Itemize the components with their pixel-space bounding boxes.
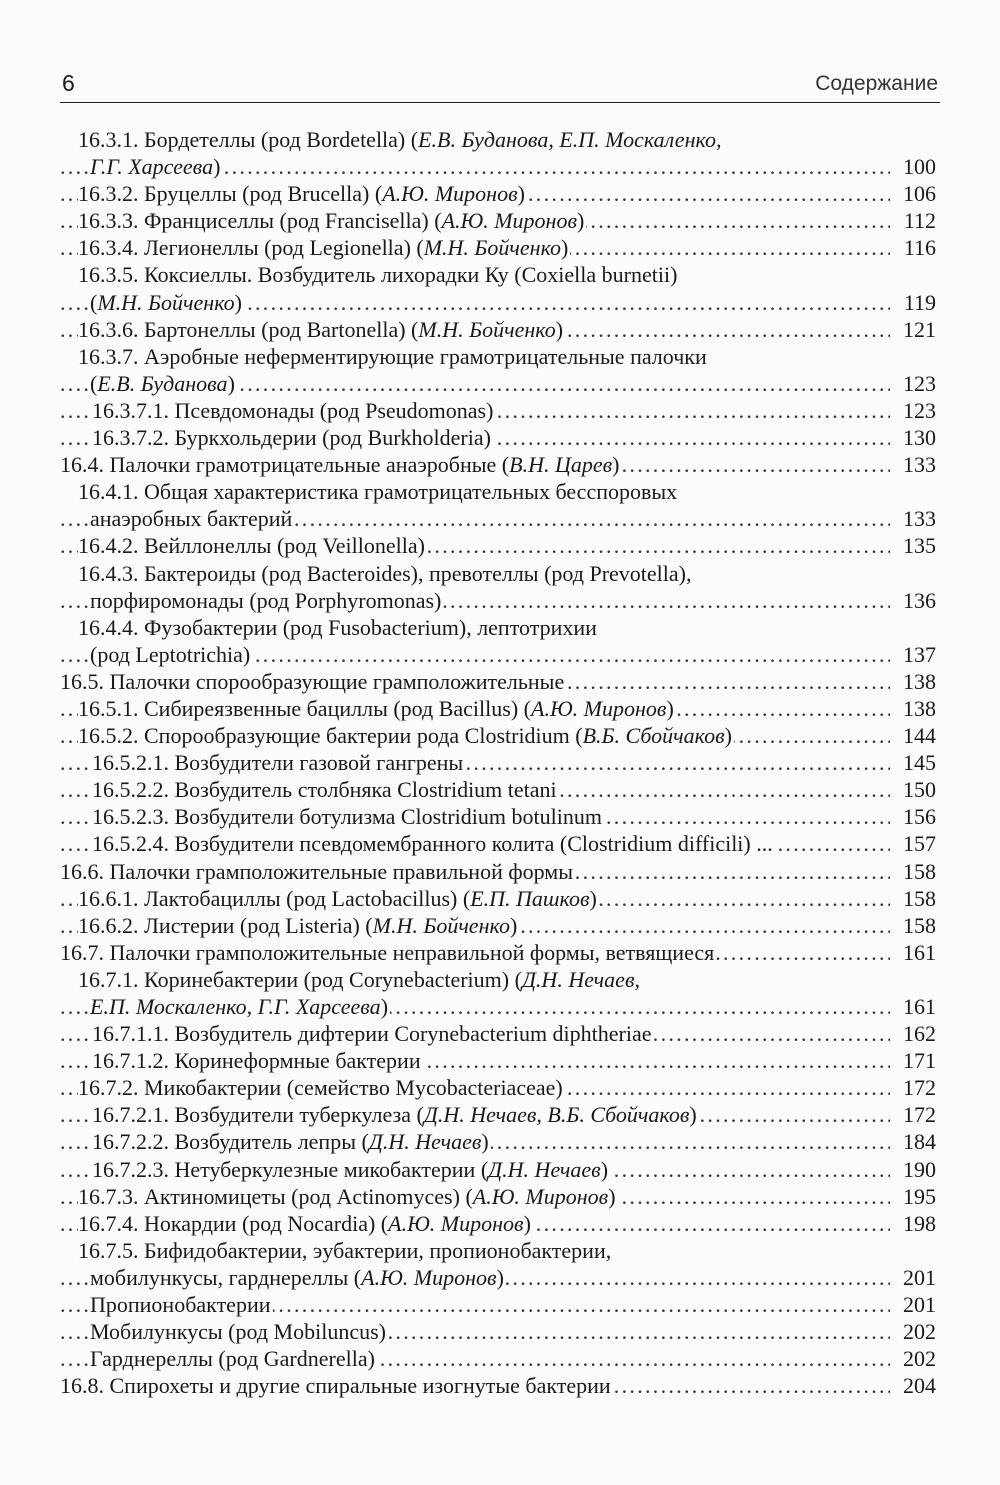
page-ref: 137 [900,641,936,668]
page-header [60,68,940,103]
toc-line: мобилункусы, гарднереллы (А.Ю. Миронов) 201 . . . [60,1264,940,1291]
page-ref: 161 [900,939,936,966]
page-ref: 161 [900,993,936,1020]
page-ref: 133 [900,451,936,478]
toc-line: 16.3.6. Бартонеллы (род Bartonella) (М.Н. Бойченко) 121 . . . [60,316,940,343]
page-ref: 158 [900,885,936,912]
page-ref: 133 [900,505,936,532]
page-ref: 138 [900,695,936,722]
toc-line: 16.4.1. Общая характеристика грамотрицательных бесспоровых [78,479,678,505]
toc-line: 16.3.3. Франциселлы (род Francisella) (А.Ю. Миронов) 112 . . . [60,207,940,234]
page-ref: 123 [900,370,936,397]
toc-line: 16.7.5. Бифидобактерии, эубактерии, пропионобактерии, [78,1237,612,1263]
toc-line: 16.5. Палочки спорообразующие грамположительные 138 . . . [60,668,940,695]
toc-line: 16.3.7.1. Псевдомонады (род Pseudomonas) 123 . . . [60,397,940,424]
toc-line: 16.3.2. Бруцеллы (род Brucella) (А.Ю. Миронов) 106 . . . [60,180,940,207]
page-ref: 138 [900,668,936,695]
toc-line: 16.6.2. Листерии (род Listeria) (М.Н. Бойченко) 158 . . . [60,912,940,939]
toc-line: Пропионобактерии 201 . . . [60,1291,940,1318]
page-ref: 158 [900,858,936,885]
toc-line: 16.7.2.2. Возбудитель лепры (Д.Н. Нечаев) 184 . . . [60,1128,940,1155]
page-ref: 184 [900,1128,936,1155]
page-ref: 135 [900,532,936,559]
toc-line: 16.7.1.2. Коринеформные бактерии 171 . . . [60,1047,940,1074]
toc-line: 16.7.4. Нокардии (род Nocardia) (А.Ю. Миронов) 198 . . . [60,1210,940,1237]
toc-line: (М.Н. Бойченко) 119 . . . [60,289,940,316]
toc-line: 16.7.2.1. Возбудители туберкулеза (Д.Н. Нечаев, В.Б. Сбойчаков) 172 . . . [60,1101,940,1128]
toc-line: 16.3.1. Бордетеллы (род Bordetella) (Е.В. Буданова, Е.П. Москаленко, [78,127,722,152]
toc-line: 16.4.2. Вейллонеллы (род Veillonella) 135 . . . [60,532,940,559]
page-ref: 100 [900,153,936,180]
toc-line: 16.7.1. Коринебактерии (род Corynebacterium) (Д.Н. Нечаев, [78,966,640,992]
toc-line: 16.5.2.2. Возбудитель столбняка Clostridium tetani 150 . . . [60,776,940,803]
running-title: Содержание [815,72,938,95]
table-of-contents [60,126,940,1399]
page-ref: 171 [900,1047,936,1074]
toc-line: 16.7.3. Актиномицеты (род Actinomyces) (А.Ю. Миронов) 195 . . . [60,1183,940,1210]
page-ref: 144 [900,722,936,749]
page-number: 6 [62,70,75,96]
page-ref: 202 [900,1318,936,1345]
toc-line: Гарднереллы (род Gardnerella) 202 . . . [60,1345,940,1372]
page-ref: 121 [900,316,936,343]
toc-line: 16.5.2.4. Возбудители псевдомембранного колита (Clostridium difficili) ... 157 . . . [60,830,940,857]
page-ref: 162 [900,1020,936,1047]
toc-line: 16.6. Палочки грамположительные правильной формы 158 . . . [60,858,940,885]
toc-line: анаэробных бактерий 133 . . . [60,505,940,532]
page-ref: 130 [900,424,936,451]
page-ref: 123 [900,397,936,424]
page-ref: 157 [900,830,936,857]
page-ref: 156 [900,803,936,830]
toc-line: 16.5.2. Спорообразующие бактерии рода Clostridium (В.Б. Сбойчаков) 144 . . . [60,722,940,749]
page-ref: 204 [900,1372,936,1399]
page-ref: 190 [900,1156,936,1183]
toc-line: 16.4.3. Бактероиды (род Bacteroides), превотеллы (род Prevotella), [78,560,692,586]
toc-line: Г.Г. Харсеева) 100 . . . [60,153,940,180]
page-ref: 112 [901,207,936,234]
toc-line: 16.4.4. Фузобактерии (род Fusobacterium), лептотрихии [78,614,597,640]
page-ref: 119 [901,289,936,316]
toc-line: 16.8. Спирохеты и другие спиральные изогнутые бактерии 204 . . . [60,1372,940,1399]
page-ref: 201 [900,1291,936,1318]
toc-line: 16.7.2. Микобактерии (семейство Mycobacteriaceae) 172 . . . [60,1074,940,1101]
page-ref: 150 [900,776,936,803]
toc-line: порфиромонады (род Porphyromonas) 136 . . . [60,587,940,614]
toc-line: 16.7.1.1. Возбудитель дифтерии Corynebacterium diphtheriae 162 . . . [60,1020,940,1047]
page-ref: 172 [900,1101,936,1128]
toc-line: Мобилункусы (род Mobiluncus) 202 . . . [60,1318,940,1345]
toc-line: 16.3.7.2. Буркхольдерии (род Burkholderia) 130 . . . [60,424,940,451]
toc-line: (род Leptotrichia) 137 . . . [60,641,940,668]
toc-line: 16.7.2.3. Нетуберкулезные микобактерии (Д.Н. Нечаев) 190 . . . [60,1156,940,1183]
page-ref: 172 [900,1074,936,1101]
page-ref: 158 [900,912,936,939]
toc-line: 16.3.4. Легионеллы (род Legionella) (М.Н. Бойченко) 116 . . . [60,234,940,261]
toc-line: 16.4. Палочки грамотрицательные анаэробные (В.Н. Царев) 133 . . . [60,451,940,478]
toc-line: 16.5.2.3. Возбудители ботулизма Clostridium botulinum 156 . . . [60,803,940,830]
page-ref: 136 [900,587,936,614]
page-ref: 202 [900,1345,936,1372]
toc-line: (Е.В. Буданова) 123 . . . [60,370,940,397]
page-ref: 145 [900,749,936,776]
toc-line: 16.3.5. Коксиеллы. Возбудитель лихорадки Ку (Coxiella burnetii) [78,262,678,288]
toc-line: 16.3.7. Аэробные неферментирующие грамотрицательные палочки [78,343,707,369]
page-ref: 198 [900,1210,936,1237]
toc-line: Е.П. Москаленко, Г.Г. Харсеева) 161 . . . [60,993,940,1020]
page-ref: 195 [900,1183,936,1210]
page-ref: 116 [901,234,936,261]
page-ref: 201 [900,1264,936,1291]
toc-line: 16.6.1. Лактобациллы (род Lactobacillus) (Е.П. Пашков) 158 . . . [60,885,940,912]
toc-line: 16.5.1. Сибиреязвенные бациллы (род Bacillus) (А.Ю. Миронов) 138 . . . [60,695,940,722]
toc-line: 16.7. Палочки грамположительные неправильной формы, ветвящиеся 161 . . . [60,939,940,966]
toc-line: 16.5.2.1. Возбудители газовой гангрены 145 . . . [60,749,940,776]
page-ref: 106 [900,180,936,207]
